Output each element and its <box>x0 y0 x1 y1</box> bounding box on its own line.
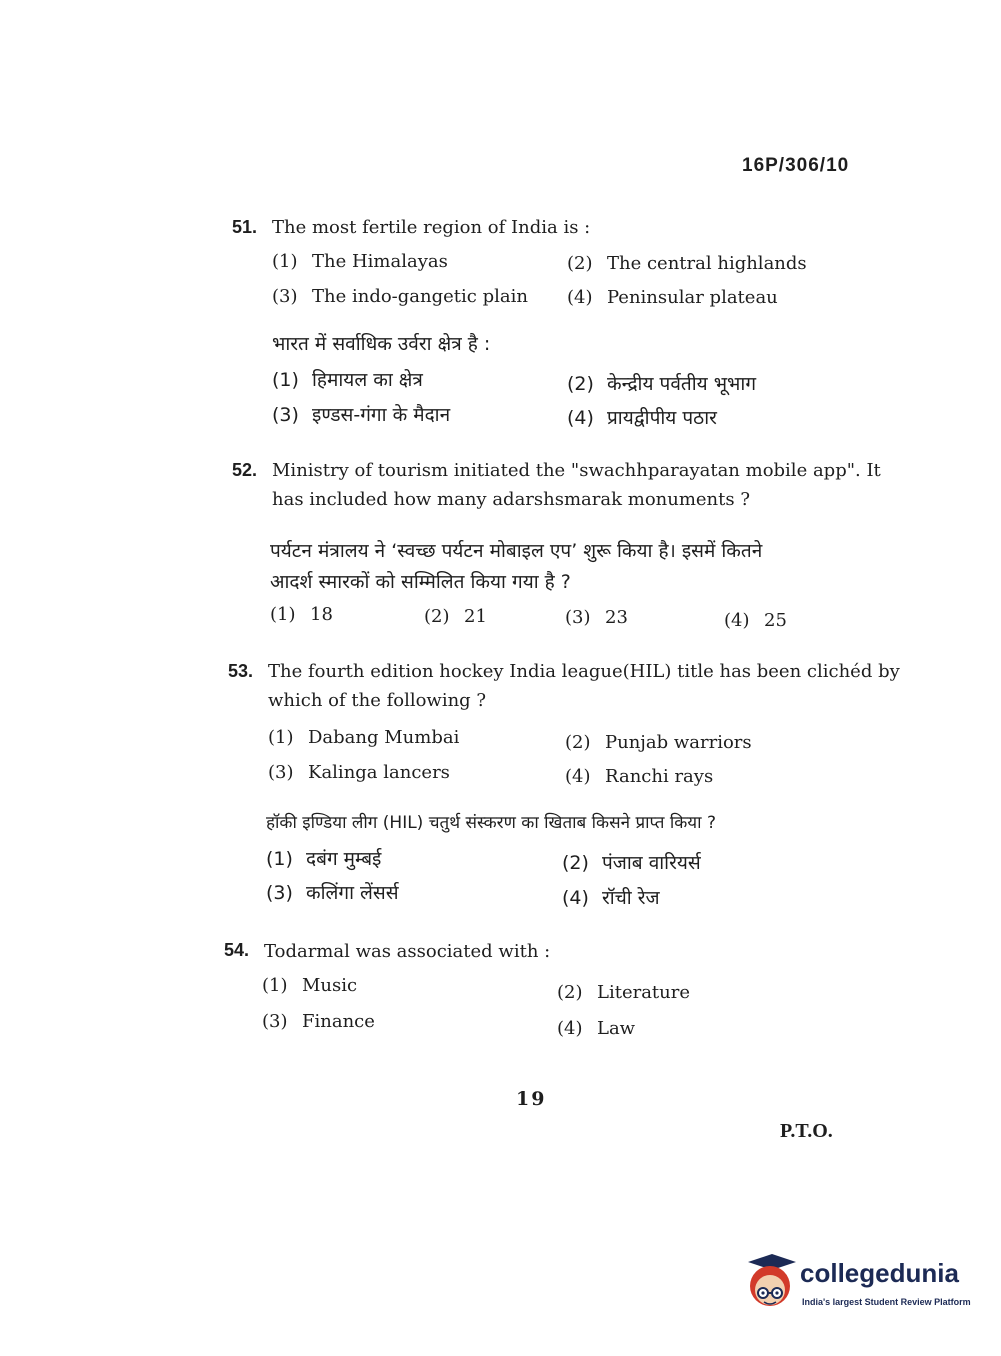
option-text: The indo-gangetic plain <box>312 286 528 307</box>
question-52-text-line-2: has included how many adarshsmarak monuments ? <box>272 489 750 510</box>
option-text: हिमायल का क्षेत्र <box>312 369 423 391</box>
option-text: Music <box>302 975 358 996</box>
option-number: (3) <box>272 286 298 307</box>
option-51-4 <box>567 287 778 308</box>
option-number: (4) <box>567 407 594 429</box>
option-54-3 <box>262 1011 375 1032</box>
option-text: Ranchi rays <box>605 766 714 787</box>
question-53-text-line-1: The fourth edition hockey India league(HIL) title has been clichéd by <box>268 661 900 682</box>
option-51-2 <box>567 253 807 274</box>
option-number: (2) <box>567 373 594 395</box>
logo-wordmark: collegedunia <box>800 1258 959 1288</box>
option-53-4 <box>565 766 713 787</box>
option-text: केन्द्रीय पर्वतीय भूभाग <box>607 373 757 395</box>
option-number: (2) <box>562 852 589 874</box>
question-54-text: Todarmal was associated with : <box>264 941 551 962</box>
option-text: Punjab warriors <box>605 732 752 753</box>
option-51-3-hindi <box>272 401 450 427</box>
question-53-text-line-2: which of the following ? <box>268 690 487 711</box>
option-number: (4) <box>562 887 589 909</box>
option-number: (2) <box>565 732 591 753</box>
option-53-2 <box>565 732 752 753</box>
option-number: (3) <box>272 404 299 426</box>
question-51-text: The most fertile region of India is : <box>272 217 591 238</box>
option-text: इण्डस-गंगा के मैदान <box>312 404 451 426</box>
option-text: Dabang Mumbai <box>308 727 460 748</box>
question-51-hindi-text: भारत में सर्वाधिक उर्वरा क्षेत्र है : <box>272 333 491 355</box>
option-number: (3) <box>565 607 591 628</box>
option-text: Law <box>597 1018 636 1039</box>
option-number: (3) <box>268 762 294 783</box>
page-number: 19 <box>516 1088 547 1110</box>
option-53-2-hindi <box>562 849 701 875</box>
option-number: (1) <box>272 251 298 272</box>
question-52-hindi-line-2: आदर्श स्मारकों को सम्मिलित किया गया है ? <box>270 571 571 593</box>
option-text: Kalinga lancers <box>308 762 450 783</box>
question-52-text-line-1: Ministry of tourism initiated the "swachhparayatan mobile app". It <box>272 460 881 481</box>
option-number: (1) <box>268 727 294 748</box>
option-number: (3) <box>262 1011 288 1032</box>
question-52-hindi-line-1: पर्यटन मंत्रालय ने ‘स्वच्छ पर्यटन मोबाइल एप’ शुरू किया है। इसमें कितने <box>270 540 763 562</box>
option-number: (4) <box>557 1018 583 1039</box>
option-text: The central highlands <box>607 253 807 274</box>
option-52-2 <box>424 606 487 627</box>
option-51-4-hindi <box>567 404 717 430</box>
question-number-51: 51. <box>232 217 258 237</box>
option-number: (2) <box>424 606 450 627</box>
option-54-1 <box>262 975 357 996</box>
option-text: Peninsular plateau <box>607 287 778 308</box>
collegedunia-logo <box>742 1252 972 1322</box>
option-text: 18 <box>310 604 333 625</box>
option-51-3 <box>272 286 528 307</box>
option-text: कलिंगा लेंसर्स <box>306 882 399 904</box>
question-number-54: 54. <box>224 940 250 960</box>
option-text: रॉची रेज <box>602 887 660 909</box>
option-54-4 <box>557 1018 635 1039</box>
option-text: The Himalayas <box>312 251 448 272</box>
option-52-4 <box>724 610 787 631</box>
option-text: Finance <box>302 1011 375 1032</box>
option-53-3 <box>268 762 450 783</box>
option-number: (1) <box>262 975 288 996</box>
option-text: 25 <box>764 610 787 631</box>
option-text: प्रायद्वीपीय पठार <box>607 407 717 429</box>
option-52-1 <box>270 604 333 625</box>
question-53-hindi-text: हॉकी इण्डिया लीग (HIL) चतुर्थ संस्करण का खिताब किसने प्राप्त किया ? <box>266 813 716 833</box>
option-54-2 <box>557 982 690 1003</box>
option-51-1 <box>272 251 448 272</box>
option-53-1-hindi <box>266 845 381 871</box>
option-53-3-hindi <box>266 879 399 905</box>
question-number-52: 52. <box>232 460 258 480</box>
option-number: (4) <box>724 610 750 631</box>
option-text: 23 <box>605 607 628 628</box>
paper-code: 16P/306/10 <box>742 155 850 176</box>
option-number: (1) <box>272 369 299 391</box>
option-number: (2) <box>557 982 583 1003</box>
option-53-1 <box>268 727 459 748</box>
mascot-icon <box>742 1252 798 1316</box>
please-turn-over: P.T.O. <box>780 1120 833 1142</box>
option-number: (1) <box>270 604 296 625</box>
logo-tagline: India's largest Student Review Platform <box>802 1297 971 1307</box>
option-number: (4) <box>565 766 591 787</box>
option-number: (1) <box>266 848 293 870</box>
option-number: (4) <box>567 287 593 308</box>
option-51-1-hindi <box>272 366 423 392</box>
option-text: Literature <box>597 982 691 1003</box>
option-text: 21 <box>464 606 487 627</box>
option-52-3 <box>565 607 628 628</box>
option-51-2-hindi <box>567 370 756 396</box>
option-number: (3) <box>266 882 293 904</box>
option-number: (2) <box>567 253 593 274</box>
question-number-53: 53. <box>228 661 254 681</box>
option-text: पंजाब वारियर्स <box>602 852 701 874</box>
option-text: दबंग मुम्बई <box>306 848 382 870</box>
option-53-4-hindi <box>562 884 660 910</box>
